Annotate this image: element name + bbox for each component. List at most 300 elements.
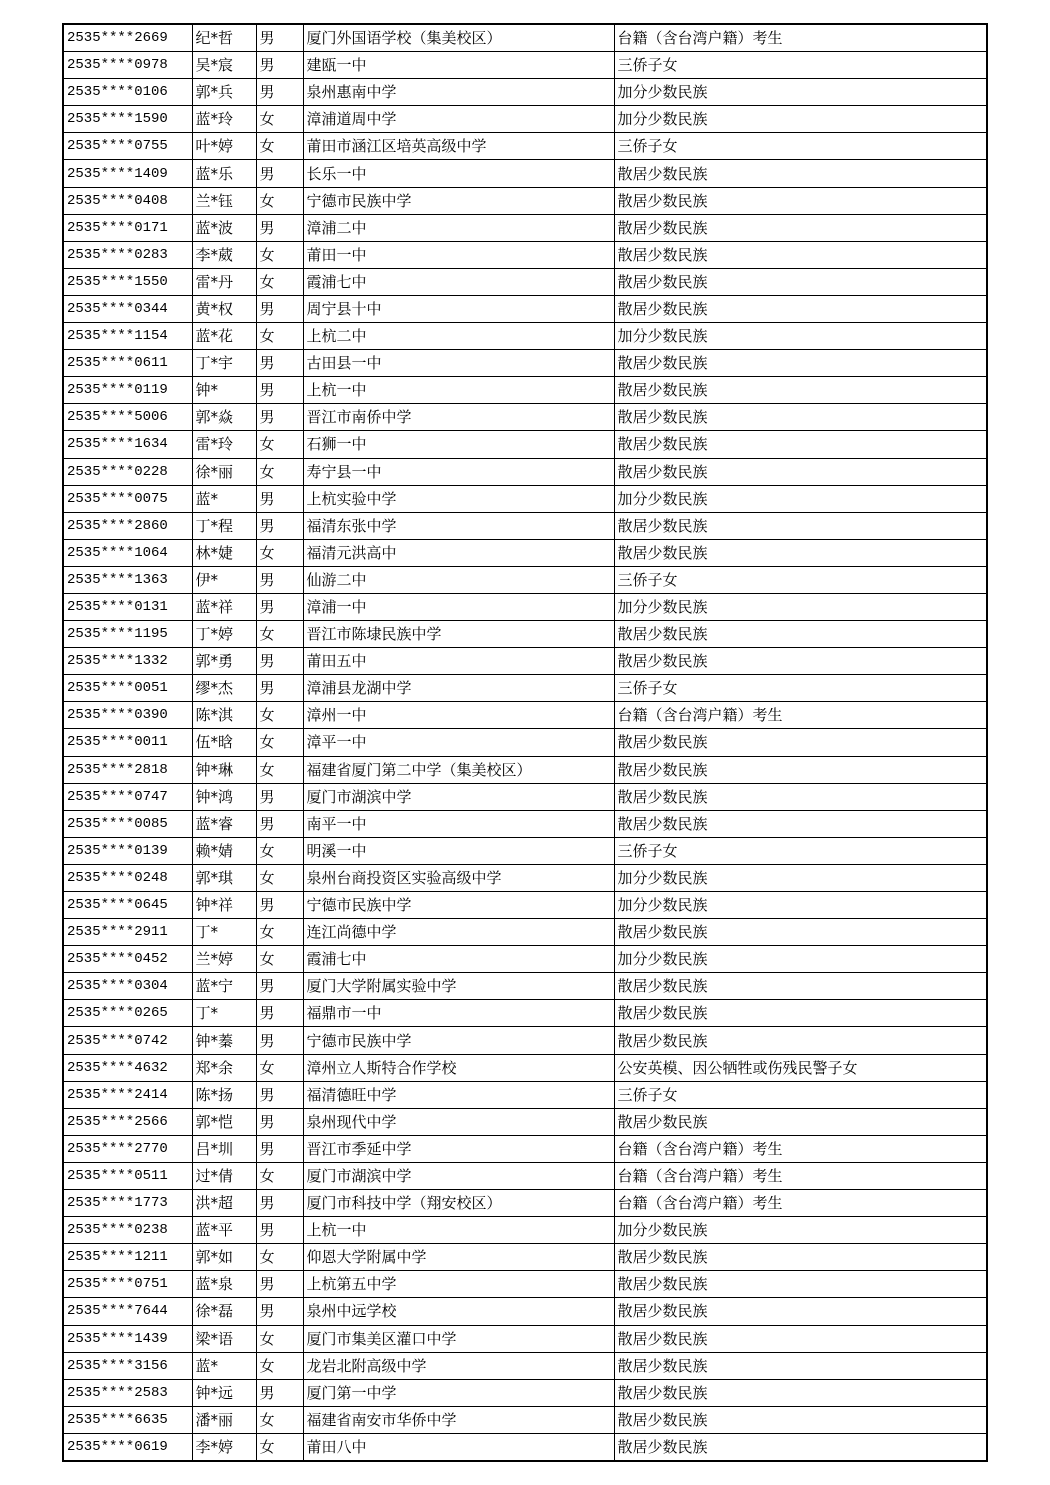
gender-cell: 女 <box>256 1162 303 1189</box>
gender-cell: 男 <box>256 1135 303 1162</box>
name-cell: 伊* <box>192 566 256 593</box>
candidate-id-cell: 2535****1154 <box>63 323 192 350</box>
candidate-id-cell: 2535****2770 <box>63 1135 192 1162</box>
name-cell: 李*葳 <box>192 241 256 268</box>
candidate-id-cell: 2535****0265 <box>63 1000 192 1027</box>
school-cell: 连江尚德中学 <box>303 919 614 946</box>
gender-cell: 男 <box>256 295 303 322</box>
category-cell: 散居少数民族 <box>614 160 987 187</box>
category-cell: 散居少数民族 <box>614 187 987 214</box>
gender-cell: 男 <box>256 512 303 539</box>
name-cell: 黄*权 <box>192 295 256 322</box>
table-row <box>63 648 987 675</box>
name-cell: 郭*勇 <box>192 648 256 675</box>
gender-cell: 男 <box>256 160 303 187</box>
name-cell: 丁* <box>192 1000 256 1027</box>
school-cell: 上杭第五中学 <box>303 1271 614 1298</box>
name-cell: 蓝*花 <box>192 323 256 350</box>
candidate-id-cell: 2535****0344 <box>63 295 192 322</box>
name-cell: 缪*杰 <box>192 675 256 702</box>
category-cell: 三侨子女 <box>614 675 987 702</box>
name-cell: 潘*丽 <box>192 1406 256 1433</box>
gender-cell: 女 <box>256 1244 303 1271</box>
school-cell: 宁德市民族中学 <box>303 187 614 214</box>
table-body <box>63 24 987 1461</box>
gender-cell: 男 <box>256 214 303 241</box>
category-cell: 散居少数民族 <box>614 1352 987 1379</box>
gender-cell: 女 <box>256 539 303 566</box>
gender-cell: 女 <box>256 919 303 946</box>
table-row <box>63 458 987 485</box>
category-cell: 散居少数民族 <box>614 1379 987 1406</box>
candidate-id-cell: 2535****0408 <box>63 187 192 214</box>
table-row <box>63 864 987 891</box>
table-row <box>63 512 987 539</box>
name-cell: 郭*琪 <box>192 864 256 891</box>
candidate-id-cell: 2535****6635 <box>63 1406 192 1433</box>
name-cell: 郭*恺 <box>192 1108 256 1135</box>
category-cell: 散居少数民族 <box>614 214 987 241</box>
school-cell: 仰恩大学附属中学 <box>303 1244 614 1271</box>
name-cell: 徐*丽 <box>192 458 256 485</box>
category-cell: 散居少数民族 <box>614 431 987 458</box>
school-cell: 莆田一中 <box>303 241 614 268</box>
table-row <box>63 1325 987 1352</box>
candidate-id-cell: 2535****5006 <box>63 404 192 431</box>
table-row <box>63 566 987 593</box>
table-row <box>63 350 987 377</box>
table-row <box>63 756 987 783</box>
school-cell: 莆田市涵江区培英高级中学 <box>303 133 614 160</box>
gender-cell: 男 <box>256 973 303 1000</box>
category-cell: 加分少数民族 <box>614 106 987 133</box>
table-row <box>63 377 987 404</box>
category-cell: 散居少数民族 <box>614 919 987 946</box>
gender-cell: 男 <box>256 52 303 79</box>
category-cell: 三侨子女 <box>614 566 987 593</box>
gender-cell: 女 <box>256 458 303 485</box>
name-cell: 蓝*波 <box>192 214 256 241</box>
school-cell: 厦门市科技中学（翔安校区） <box>303 1190 614 1217</box>
school-cell: 上杭一中 <box>303 1217 614 1244</box>
table-row <box>63 1081 987 1108</box>
school-cell: 上杭一中 <box>303 377 614 404</box>
table-row <box>63 1298 987 1325</box>
gender-cell: 男 <box>256 892 303 919</box>
name-cell: 叶*婷 <box>192 133 256 160</box>
name-cell: 洪*超 <box>192 1190 256 1217</box>
student-table <box>62 23 988 1462</box>
school-cell: 福清德旺中学 <box>303 1081 614 1108</box>
candidate-id-cell: 2535****0051 <box>63 675 192 702</box>
name-cell: 兰*婷 <box>192 946 256 973</box>
gender-cell: 女 <box>256 323 303 350</box>
school-cell: 宁德市民族中学 <box>303 1027 614 1054</box>
category-cell: 散居少数民族 <box>614 810 987 837</box>
school-cell: 厦门第一中学 <box>303 1379 614 1406</box>
school-cell: 晋江市南侨中学 <box>303 404 614 431</box>
category-cell: 台籍（含台湾户籍）考生 <box>614 1135 987 1162</box>
name-cell: 雷*丹 <box>192 268 256 295</box>
name-cell: 梁*语 <box>192 1325 256 1352</box>
name-cell: 丁*宇 <box>192 350 256 377</box>
category-cell: 散居少数民族 <box>614 1108 987 1135</box>
gender-cell: 男 <box>256 783 303 810</box>
candidate-id-cell: 2535****0304 <box>63 973 192 1000</box>
school-cell: 福建省厦门第二中学（集美校区） <box>303 756 614 783</box>
category-cell: 散居少数民族 <box>614 648 987 675</box>
school-cell: 厦门市湖滨中学 <box>303 783 614 810</box>
table-row <box>63 52 987 79</box>
name-cell: 钟*蓁 <box>192 1027 256 1054</box>
table-row <box>63 160 987 187</box>
school-cell: 宁德市民族中学 <box>303 892 614 919</box>
table-row <box>63 1000 987 1027</box>
table-row <box>63 1271 987 1298</box>
gender-cell: 女 <box>256 946 303 973</box>
category-cell: 加分少数民族 <box>614 485 987 512</box>
school-cell: 福鼎市一中 <box>303 1000 614 1027</box>
candidate-id-cell: 2535****1363 <box>63 566 192 593</box>
category-cell: 台籍（含台湾户籍）考生 <box>614 1162 987 1189</box>
name-cell: 钟*远 <box>192 1379 256 1406</box>
gender-cell: 女 <box>256 1054 303 1081</box>
category-cell: 散居少数民族 <box>614 1027 987 1054</box>
gender-cell: 男 <box>256 566 303 593</box>
table-row <box>63 539 987 566</box>
gender-cell: 女 <box>256 241 303 268</box>
gender-cell: 男 <box>256 1000 303 1027</box>
table-row <box>63 1190 987 1217</box>
category-cell: 三侨子女 <box>614 837 987 864</box>
table-row <box>63 1433 987 1461</box>
table-row <box>63 675 987 702</box>
gender-cell: 女 <box>256 133 303 160</box>
category-cell: 散居少数民族 <box>614 1298 987 1325</box>
candidate-id-cell: 2535****1195 <box>63 621 192 648</box>
category-cell: 散居少数民族 <box>614 621 987 648</box>
category-cell: 散居少数民族 <box>614 783 987 810</box>
category-cell: 加分少数民族 <box>614 946 987 973</box>
category-cell: 散居少数民族 <box>614 1271 987 1298</box>
table-row <box>63 295 987 322</box>
name-cell: 徐*磊 <box>192 1298 256 1325</box>
gender-cell: 男 <box>256 350 303 377</box>
name-cell: 兰*钰 <box>192 187 256 214</box>
name-cell: 丁* <box>192 919 256 946</box>
candidate-id-cell: 2535****0228 <box>63 458 192 485</box>
category-cell: 台籍（含台湾户籍）考生 <box>614 702 987 729</box>
school-cell: 上杭二中 <box>303 323 614 350</box>
school-cell: 泉州中远学校 <box>303 1298 614 1325</box>
name-cell: 丁*婷 <box>192 621 256 648</box>
candidate-id-cell: 2535****4632 <box>63 1054 192 1081</box>
candidate-id-cell: 2535****0390 <box>63 702 192 729</box>
school-cell: 漳浦二中 <box>303 214 614 241</box>
school-cell: 漳浦县龙湖中学 <box>303 675 614 702</box>
name-cell: 郭*如 <box>192 1244 256 1271</box>
category-cell: 三侨子女 <box>614 52 987 79</box>
gender-cell: 男 <box>256 1379 303 1406</box>
name-cell: 钟*琳 <box>192 756 256 783</box>
table-row <box>63 783 987 810</box>
table-row <box>63 1162 987 1189</box>
category-cell: 散居少数民族 <box>614 1244 987 1271</box>
name-cell: 蓝*睿 <box>192 810 256 837</box>
category-cell: 散居少数民族 <box>614 377 987 404</box>
candidate-id-cell: 2535****7644 <box>63 1298 192 1325</box>
category-cell: 散居少数民族 <box>614 295 987 322</box>
school-cell: 漳浦一中 <box>303 593 614 620</box>
name-cell: 蓝*玲 <box>192 106 256 133</box>
category-cell: 散居少数民族 <box>614 1406 987 1433</box>
candidate-id-cell: 2535****0119 <box>63 377 192 404</box>
category-cell: 散居少数民族 <box>614 1000 987 1027</box>
school-cell: 晋江市陈埭民族中学 <box>303 621 614 648</box>
gender-cell: 男 <box>256 1108 303 1135</box>
category-cell: 台籍（含台湾户籍）考生 <box>614 1190 987 1217</box>
table-row <box>63 323 987 350</box>
table-row <box>63 1217 987 1244</box>
category-cell: 台籍（含台湾户籍）考生 <box>614 24 987 52</box>
name-cell: 蓝*泉 <box>192 1271 256 1298</box>
candidate-id-cell: 2535****0747 <box>63 783 192 810</box>
school-cell: 福建省南安市华侨中学 <box>303 1406 614 1433</box>
category-cell: 加分少数民族 <box>614 323 987 350</box>
gender-cell: 女 <box>256 187 303 214</box>
school-cell: 建瓯一中 <box>303 52 614 79</box>
candidate-id-cell: 2535****0755 <box>63 133 192 160</box>
school-cell: 晋江市季延中学 <box>303 1135 614 1162</box>
table-row <box>63 1352 987 1379</box>
name-cell: 过*倩 <box>192 1162 256 1189</box>
school-cell: 漳州立人斯特合作学校 <box>303 1054 614 1081</box>
name-cell: 蓝* <box>192 1352 256 1379</box>
gender-cell: 男 <box>256 24 303 52</box>
candidate-id-cell: 2535****0645 <box>63 892 192 919</box>
category-cell: 散居少数民族 <box>614 458 987 485</box>
category-cell: 散居少数民族 <box>614 756 987 783</box>
candidate-id-cell: 2535****0248 <box>63 864 192 891</box>
category-cell: 散居少数民族 <box>614 539 987 566</box>
gender-cell: 男 <box>256 810 303 837</box>
gender-cell: 女 <box>256 106 303 133</box>
candidate-id-cell: 2535****2566 <box>63 1108 192 1135</box>
school-cell: 厦门大学附属实验中学 <box>303 973 614 1000</box>
gender-cell: 女 <box>256 268 303 295</box>
candidate-id-cell: 2535****0742 <box>63 1027 192 1054</box>
name-cell: 钟*鸿 <box>192 783 256 810</box>
gender-cell: 男 <box>256 485 303 512</box>
category-cell: 加分少数民族 <box>614 864 987 891</box>
gender-cell: 男 <box>256 675 303 702</box>
candidate-id-cell: 2535****0511 <box>63 1162 192 1189</box>
category-cell: 加分少数民族 <box>614 593 987 620</box>
name-cell: 陈*扬 <box>192 1081 256 1108</box>
candidate-id-cell: 2535****2911 <box>63 919 192 946</box>
gender-cell: 男 <box>256 593 303 620</box>
candidate-id-cell: 2535****0075 <box>63 485 192 512</box>
school-cell: 漳浦道周中学 <box>303 106 614 133</box>
school-cell: 长乐一中 <box>303 160 614 187</box>
table-row <box>63 1244 987 1271</box>
name-cell: 纪*哲 <box>192 24 256 52</box>
name-cell: 蓝*平 <box>192 1217 256 1244</box>
table-row <box>63 973 987 1000</box>
candidate-id-cell: 2535****0619 <box>63 1433 192 1461</box>
candidate-id-cell: 2535****1550 <box>63 268 192 295</box>
school-cell: 厦门市湖滨中学 <box>303 1162 614 1189</box>
gender-cell: 女 <box>256 702 303 729</box>
school-cell: 上杭实验中学 <box>303 485 614 512</box>
name-cell: 李*婷 <box>192 1433 256 1461</box>
candidate-id-cell: 2535****1590 <box>63 106 192 133</box>
name-cell: 钟* <box>192 377 256 404</box>
candidate-id-cell: 2535****1211 <box>63 1244 192 1271</box>
table-row <box>63 404 987 431</box>
gender-cell: 女 <box>256 837 303 864</box>
name-cell: 郭*焱 <box>192 404 256 431</box>
candidate-id-cell: 2535****0085 <box>63 810 192 837</box>
table-row <box>63 919 987 946</box>
category-cell: 散居少数民族 <box>614 973 987 1000</box>
candidate-id-cell: 2535****1634 <box>63 431 192 458</box>
gender-cell: 男 <box>256 404 303 431</box>
category-cell: 三侨子女 <box>614 133 987 160</box>
candidate-id-cell: 2535****2414 <box>63 1081 192 1108</box>
gender-cell: 男 <box>256 1271 303 1298</box>
gender-cell: 男 <box>256 1217 303 1244</box>
table-row <box>63 1108 987 1135</box>
category-cell: 散居少数民族 <box>614 404 987 431</box>
category-cell: 加分少数民族 <box>614 1217 987 1244</box>
gender-cell: 男 <box>256 648 303 675</box>
gender-cell: 女 <box>256 1352 303 1379</box>
table-row <box>63 1054 987 1081</box>
gender-cell: 女 <box>256 756 303 783</box>
name-cell: 蓝* <box>192 485 256 512</box>
table-row <box>63 431 987 458</box>
candidate-id-cell: 2535****2860 <box>63 512 192 539</box>
table-row <box>63 946 987 973</box>
school-cell: 周宁县十中 <box>303 295 614 322</box>
gender-cell: 女 <box>256 1433 303 1461</box>
gender-cell: 女 <box>256 1406 303 1433</box>
category-cell: 公安英模、因公牺牲或伤残民警子女 <box>614 1054 987 1081</box>
school-cell: 莆田五中 <box>303 648 614 675</box>
school-cell: 莆田八中 <box>303 1433 614 1461</box>
category-cell: 散居少数民族 <box>614 1325 987 1352</box>
candidate-id-cell: 2535****0283 <box>63 241 192 268</box>
name-cell: 蓝*乐 <box>192 160 256 187</box>
name-cell: 蓝*宁 <box>192 973 256 1000</box>
table-row <box>63 892 987 919</box>
category-cell: 加分少数民族 <box>614 892 987 919</box>
name-cell: 丁*程 <box>192 512 256 539</box>
table-row <box>63 1406 987 1433</box>
name-cell: 钟*祥 <box>192 892 256 919</box>
table-row <box>63 593 987 620</box>
name-cell: 郑*余 <box>192 1054 256 1081</box>
name-cell: 郭*兵 <box>192 79 256 106</box>
candidate-id-cell: 2535****2583 <box>63 1379 192 1406</box>
school-cell: 古田县一中 <box>303 350 614 377</box>
candidate-id-cell: 2535****1064 <box>63 539 192 566</box>
category-cell: 散居少数民族 <box>614 1433 987 1461</box>
gender-cell: 男 <box>256 79 303 106</box>
school-cell: 仙游二中 <box>303 566 614 593</box>
name-cell: 蓝*祥 <box>192 593 256 620</box>
table-row <box>63 241 987 268</box>
candidate-id-cell: 2535****1773 <box>63 1190 192 1217</box>
candidate-id-cell: 2535****0452 <box>63 946 192 973</box>
candidate-id-cell: 2535****0611 <box>63 350 192 377</box>
candidate-id-cell: 2535****1439 <box>63 1325 192 1352</box>
candidate-id-cell: 2535****3156 <box>63 1352 192 1379</box>
school-cell: 霞浦七中 <box>303 946 614 973</box>
school-cell: 福清东张中学 <box>303 512 614 539</box>
table-row <box>63 1379 987 1406</box>
name-cell: 林*婕 <box>192 539 256 566</box>
table-row <box>63 187 987 214</box>
school-cell: 厦门外国语学校（集美校区） <box>303 24 614 52</box>
gender-cell: 女 <box>256 431 303 458</box>
name-cell: 伍*晗 <box>192 729 256 756</box>
candidate-id-cell: 2535****0751 <box>63 1271 192 1298</box>
school-cell: 漳平一中 <box>303 729 614 756</box>
candidate-id-cell: 2535****1409 <box>63 160 192 187</box>
candidate-id-cell: 2535****1332 <box>63 648 192 675</box>
category-cell: 三侨子女 <box>614 1081 987 1108</box>
gender-cell: 女 <box>256 621 303 648</box>
school-cell: 福清元洪高中 <box>303 539 614 566</box>
school-cell: 漳州一中 <box>303 702 614 729</box>
school-cell: 石狮一中 <box>303 431 614 458</box>
gender-cell: 男 <box>256 1081 303 1108</box>
gender-cell: 男 <box>256 1298 303 1325</box>
gender-cell: 男 <box>256 1027 303 1054</box>
gender-cell: 男 <box>256 377 303 404</box>
table-row <box>63 1027 987 1054</box>
table-row <box>63 24 987 52</box>
school-cell: 泉州台商投资区实验高级中学 <box>303 864 614 891</box>
school-cell: 泉州现代中学 <box>303 1108 614 1135</box>
candidate-id-cell: 2535****0139 <box>63 837 192 864</box>
table-row <box>63 702 987 729</box>
category-cell: 散居少数民族 <box>614 241 987 268</box>
name-cell: 吕*圳 <box>192 1135 256 1162</box>
gender-cell: 女 <box>256 1325 303 1352</box>
table-row <box>63 214 987 241</box>
candidate-id-cell: 2535****0011 <box>63 729 192 756</box>
table-row <box>63 268 987 295</box>
school-cell: 厦门市集美区灌口中学 <box>303 1325 614 1352</box>
candidate-id-cell: 2535****0238 <box>63 1217 192 1244</box>
table-row <box>63 729 987 756</box>
table-row <box>63 1135 987 1162</box>
school-cell: 寿宁县一中 <box>303 458 614 485</box>
table-row <box>63 79 987 106</box>
candidate-id-cell: 2535****2818 <box>63 756 192 783</box>
table-row <box>63 810 987 837</box>
school-cell: 龙岩北附高级中学 <box>303 1352 614 1379</box>
name-cell: 赖*婧 <box>192 837 256 864</box>
table-row <box>63 621 987 648</box>
table-row <box>63 106 987 133</box>
name-cell: 陈*淇 <box>192 702 256 729</box>
category-cell: 散居少数民族 <box>614 729 987 756</box>
name-cell: 雷*玲 <box>192 431 256 458</box>
